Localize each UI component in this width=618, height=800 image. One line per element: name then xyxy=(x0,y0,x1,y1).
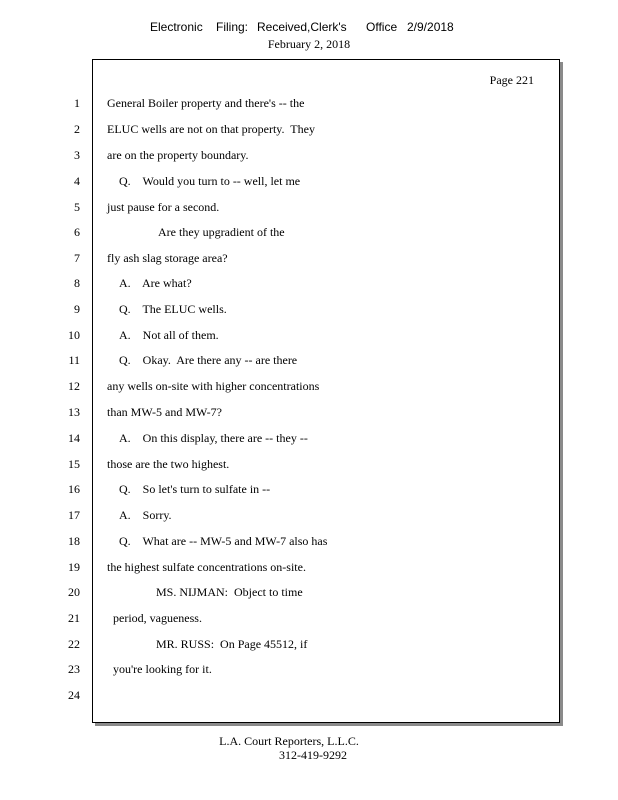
transcript-line: Q. What are -- MW-5 and MW-7 also has xyxy=(119,534,328,548)
transcript-line: MS. NIJMAN: Object to time xyxy=(156,585,303,599)
line-number: 7 xyxy=(74,251,80,265)
filing-stamp-office: Office xyxy=(366,20,398,34)
transcript-line: General Boiler property and there's -- the xyxy=(107,96,305,110)
transcript-line: Are they upgradient of the xyxy=(158,225,285,239)
line-number: 16 xyxy=(68,482,80,496)
transcript-line: are on the property boundary. xyxy=(107,148,249,162)
filing-stamp-date: 2/9/2018 xyxy=(407,20,454,34)
filing-stamp-filing: Filing: xyxy=(216,20,249,34)
line-number: 23 xyxy=(68,662,80,676)
line-number: 13 xyxy=(68,405,80,419)
transcript-line: A. On this display, there are -- they -- xyxy=(119,431,308,445)
transcript-date: February 2, 2018 xyxy=(267,37,351,51)
transcript-line: Q. The ELUC wells. xyxy=(119,302,227,316)
line-number: 6 xyxy=(74,225,80,239)
line-number: 4 xyxy=(74,174,80,188)
transcript-line: any wells on-site with higher concentrations xyxy=(107,379,320,393)
line-number: 1 xyxy=(74,96,80,110)
line-number: 14 xyxy=(68,431,80,445)
line-number: 20 xyxy=(68,585,80,599)
line-number: 10 xyxy=(68,328,80,342)
line-number: 5 xyxy=(74,200,80,214)
line-number: 9 xyxy=(74,302,80,316)
transcript-line: A. Not all of them. xyxy=(119,328,219,342)
transcript-line: than MW-5 and MW-7? xyxy=(107,405,222,419)
line-number: 17 xyxy=(68,508,80,522)
line-number: 24 xyxy=(68,688,80,702)
court-reporter-name: L.A. Court Reporters, L.L.C. xyxy=(219,734,359,748)
transcript-line: period, vagueness. xyxy=(113,611,202,625)
transcript-line: just pause for a second. xyxy=(107,200,220,214)
line-number: 11 xyxy=(68,353,80,367)
transcript-line: fly ash slag storage area? xyxy=(107,251,228,265)
transcript-line: MR. RUSS: On Page 45512, if xyxy=(156,637,308,651)
transcript-line: the highest sulfate concentrations on-site. xyxy=(107,560,306,574)
transcript-line: Q. Would you turn to -- well, let me xyxy=(119,174,301,188)
transcript-line: Q. So let's turn to sulfate in -- xyxy=(119,482,271,496)
filing-stamp-electronic: Electronic xyxy=(150,20,203,34)
transcript-line: you're looking for it. xyxy=(113,662,212,676)
filing-stamp-received: Received,Clerk's xyxy=(257,20,347,34)
line-number: 21 xyxy=(68,611,80,625)
transcript-line: Q. Okay. Are there any -- are there xyxy=(119,353,298,367)
line-number: 15 xyxy=(68,457,80,471)
transcript-line: those are the two highest. xyxy=(107,457,230,471)
line-number: 2 xyxy=(74,122,80,136)
line-number: 8 xyxy=(74,276,80,290)
transcript-line: A. Sorry. xyxy=(119,508,172,522)
line-number: 22 xyxy=(68,637,80,651)
page-number: Page 221 xyxy=(489,73,534,87)
line-number: 19 xyxy=(68,560,80,574)
line-number: 3 xyxy=(74,148,80,162)
transcript-line: A. Are what? xyxy=(119,276,192,290)
court-reporter-phone: 312-419-9292 xyxy=(279,748,347,762)
transcript-line: ELUC wells are not on that property. They xyxy=(107,122,315,136)
line-number: 12 xyxy=(68,379,80,393)
line-number: 18 xyxy=(68,534,80,548)
